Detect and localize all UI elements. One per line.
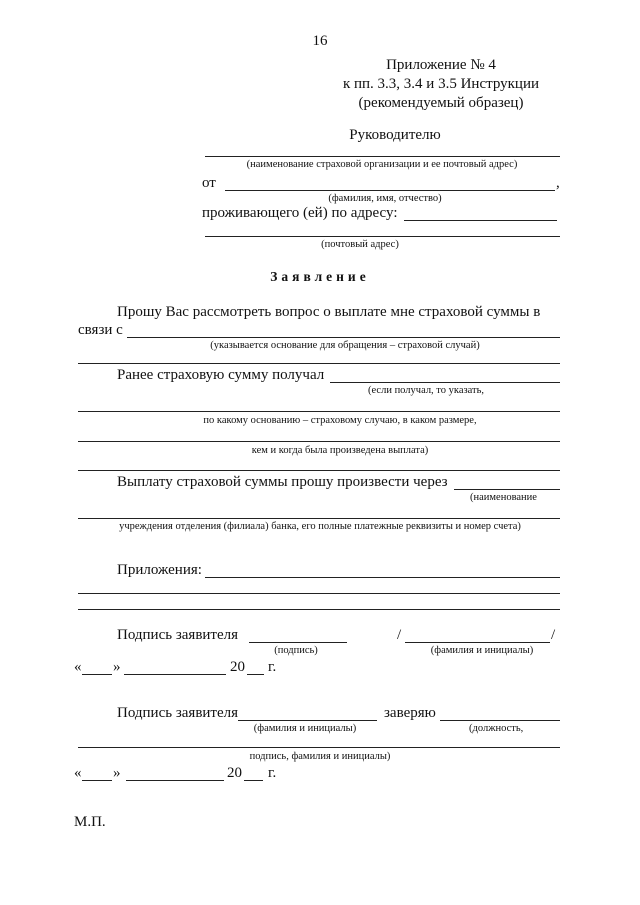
payment-line-2	[78, 518, 560, 519]
payment-line	[454, 489, 560, 490]
stamp-place: М.П.	[74, 814, 106, 830]
position-line	[440, 720, 560, 721]
postal-hint: (почтовый адрес)	[321, 239, 399, 250]
previously-hint-1: (если получал, то указать,	[368, 385, 485, 396]
previously-line-2	[78, 411, 560, 412]
date-1-month-line	[124, 674, 226, 675]
payment-hint-1: (наименование	[470, 492, 537, 503]
attachments-line-2	[78, 593, 560, 594]
signature-1-label: Подпись заявителя	[117, 627, 239, 643]
document-title: Заявление	[270, 269, 370, 284]
request-line-2: связи с	[78, 322, 123, 338]
position-hint: (должность,	[469, 723, 524, 734]
attachments-line-1	[205, 577, 560, 578]
basis-hint: (указывается основание для обращения – страховой случай)	[210, 340, 480, 351]
residing-label: проживающего (ей) по адресу:	[202, 205, 398, 221]
signature-1-line	[249, 642, 347, 643]
date-2-close-quote: »	[113, 765, 121, 781]
date-1-year-suffix: г.	[268, 659, 277, 675]
from-label: от	[202, 175, 216, 191]
date-2-open-quote: «	[74, 765, 82, 781]
date-1-year-prefix: 20	[230, 659, 245, 675]
signature-1-slash-left: /	[397, 627, 402, 643]
signature-2-name-line	[238, 720, 377, 721]
postal-line	[205, 236, 560, 237]
fio-hint: (фамилия, имя, отчество)	[328, 193, 442, 204]
date-1-open-quote: «	[74, 659, 82, 675]
date-1-close-quote: »	[113, 659, 121, 675]
date-2-year-suffix: г.	[268, 765, 277, 781]
from-comma: ,	[556, 175, 560, 191]
appendix-line-3: (рекомендуемый образец)	[358, 95, 524, 111]
from-line	[225, 190, 555, 191]
payment-label: Выплату страховой суммы прошу произвести через	[117, 474, 448, 490]
signature-2-name-hint: (фамилия и инициалы)	[253, 723, 357, 734]
signature-1-name-line	[405, 642, 550, 643]
signature-1-name-hint: (фамилия и инициалы)	[430, 645, 534, 656]
date-2-year-prefix: 20	[227, 765, 242, 781]
date-1-day-line	[82, 674, 112, 675]
page-number: 16	[312, 33, 328, 49]
org-line	[205, 156, 560, 157]
signature-1-hint: (подпись)	[274, 645, 318, 656]
request-line-1: Прошу Вас рассмотреть вопрос о выплате мне страховой суммы в	[117, 304, 541, 320]
basis-line	[127, 337, 560, 338]
previously-line-3	[78, 441, 560, 442]
date-2-day-line	[82, 780, 112, 781]
signature-1-slash-right: /	[551, 627, 556, 643]
certifier-line	[78, 747, 560, 748]
signature-2-label: Подпись заявителя	[117, 705, 239, 721]
attachments-label: Приложения:	[117, 562, 202, 578]
previously-label: Ранее страховую сумму получал	[117, 367, 325, 383]
certifier-hint: подпись, фамилия и инициалы)	[249, 751, 391, 762]
attachments-line-3	[78, 609, 560, 610]
date-2-year-line	[244, 780, 263, 781]
previously-hint-3: кем и когда была произведена выплата)	[251, 445, 429, 456]
certify-label: заверяю	[384, 705, 436, 721]
appendix-line-1: Приложение № 4	[386, 57, 496, 73]
residing-line	[404, 220, 557, 221]
basis-line-2	[78, 363, 560, 364]
previously-line	[330, 382, 560, 383]
date-1-year-line	[247, 674, 264, 675]
previously-line-4	[78, 470, 560, 471]
appendix-line-2: к пп. 3.3, 3.4 и 3.5 Инструкции	[342, 76, 540, 92]
payment-hint-2: учреждения отделения (филиала) банка, его полные платежные реквизиты и номер счета)	[119, 521, 521, 532]
date-2-month-line	[126, 780, 224, 781]
org-hint: (наименование страховой организации и ее почтовый адрес)	[246, 159, 518, 170]
addressee: Руководителю	[349, 127, 441, 143]
previously-hint-2: по какому основанию – страховому случаю, в каком размере,	[203, 415, 477, 426]
